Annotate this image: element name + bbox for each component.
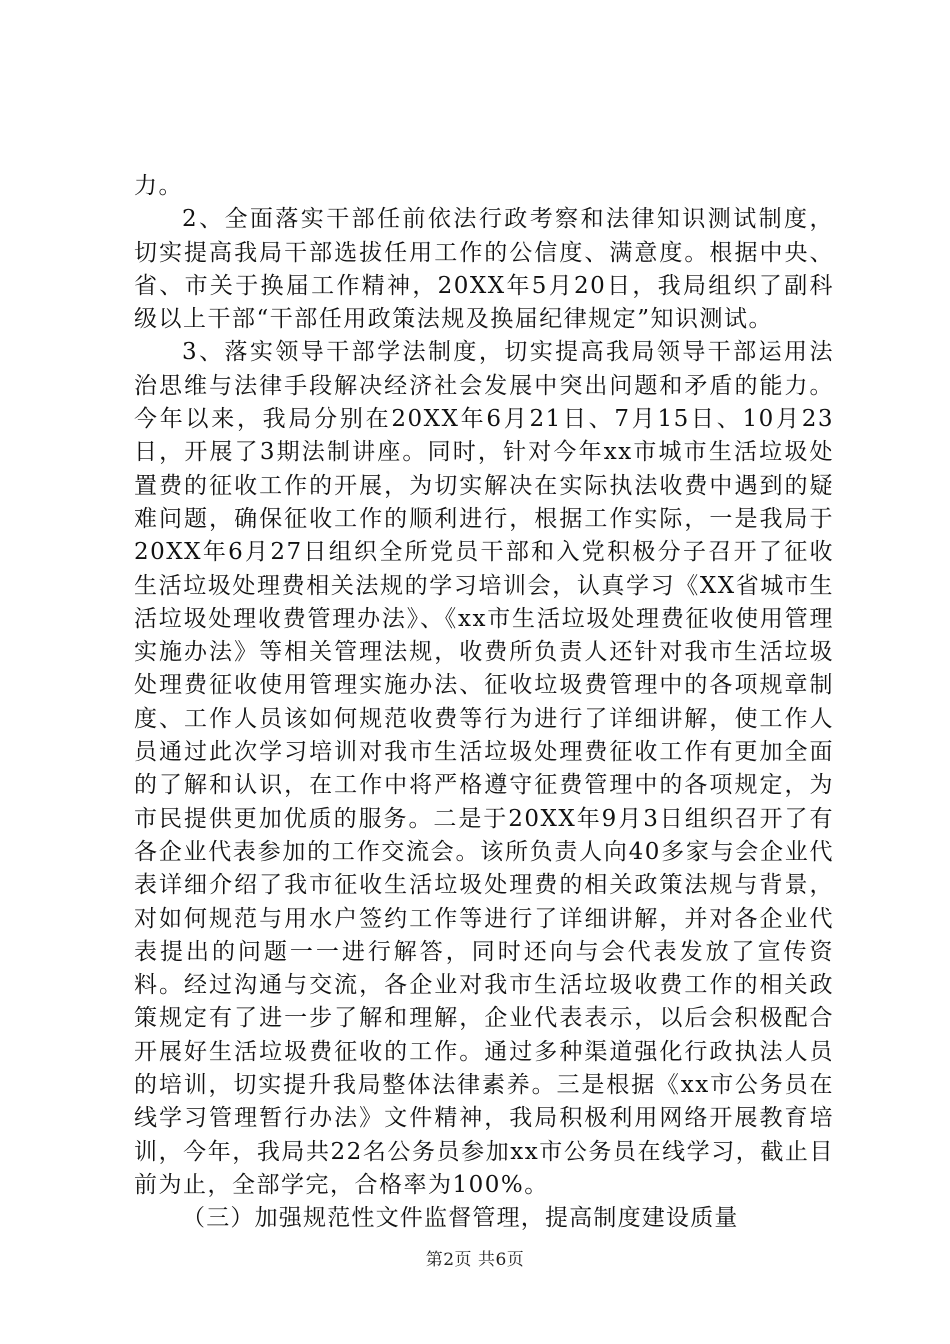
- page-number-footer: 第2页 共6页: [425, 1250, 525, 1270]
- paragraph-item-2: 2、全面落实干部任前依法行政考察和法律知识测试制度，切实提高我局干部选拔任用工作的公信度、满意度。根据中央、省、市关于换届工作精神，20XX年5月20日，我局组织了副科级以上干部“干部任用政策法规及换届纪律规定”知识测试。: [134, 206, 834, 333]
- document-body: [134, 170, 834, 1236]
- paragraph-continuation: 力。: [134, 173, 183, 199]
- paragraph-item-3: 3、落实领导干部学法制度，切实提高我局领导干部运用法治思维与法律手段解决经济社会发展中突出问题和矛盾的能力。今年以来，我局分别在20XX年6月21日、7月15日、10月23日，开展了3期法制讲座。同时，针对今年xx市城市生活垃圾处置费的征收工作的开展，为切实解决在实际执法收费中遇到的疑难问题，确保征收工作的顺利进行，根据工作实际，一是我局于20XX年6月27日组织全所党员干部和入党积极分子召开了征收生活垃圾处理费相关法规的学习培训会，认真学习《XX省城市生活垃圾处理收费管理办法》、《xx市生活垃圾处理费征收使用管理实施办法》等相关管理法规，收费所负责人还针对我市生活垃圾处理费征收使用管理实施办法、征收垃圾费管理中的各项规章制度、工作人员该如何规范收费等行为进行了详细讲解，使工作人员通过此次学习培训对我市生活垃圾处理费征收工作有更加全面的了解和认识，在工作中将严格遵守征费管理中的各项规定，为市民提供更加优质的服务。二是于20XX年9月3日组织召开了有各企业代表参加的工作交流会。该所负责人向40多家与会企业代表详细介绍了我市征收生活垃圾处理费的相关政策法规与背景，对如何规范与用水户签约工作等进行了详细讲解，并对各企业代表提出的问题一一进行解答，同时还向与会代表发放了宣传资料。经过沟通与交流，各企业对我市生活垃圾收费工作的相关政策规定有了进一步了解和理解，企业代表表示，以后会积极配合开展好生活垃圾费征收的工作。通过多种渠道强化行政执法人员的培训，切实提升我局整体法律素养。三是根据《xx市公务员在线学习管理暂行办法》文件精神，我局积极利用网络开展教育培训，今年，我局共22名公务员参加xx市公务员在线学习，截止目前为止，全部学完，合格率为100%。: [134, 339, 834, 1198]
- section-heading: （三）加强规范性文件监督管理，提高制度建设质量: [182, 1205, 739, 1232]
